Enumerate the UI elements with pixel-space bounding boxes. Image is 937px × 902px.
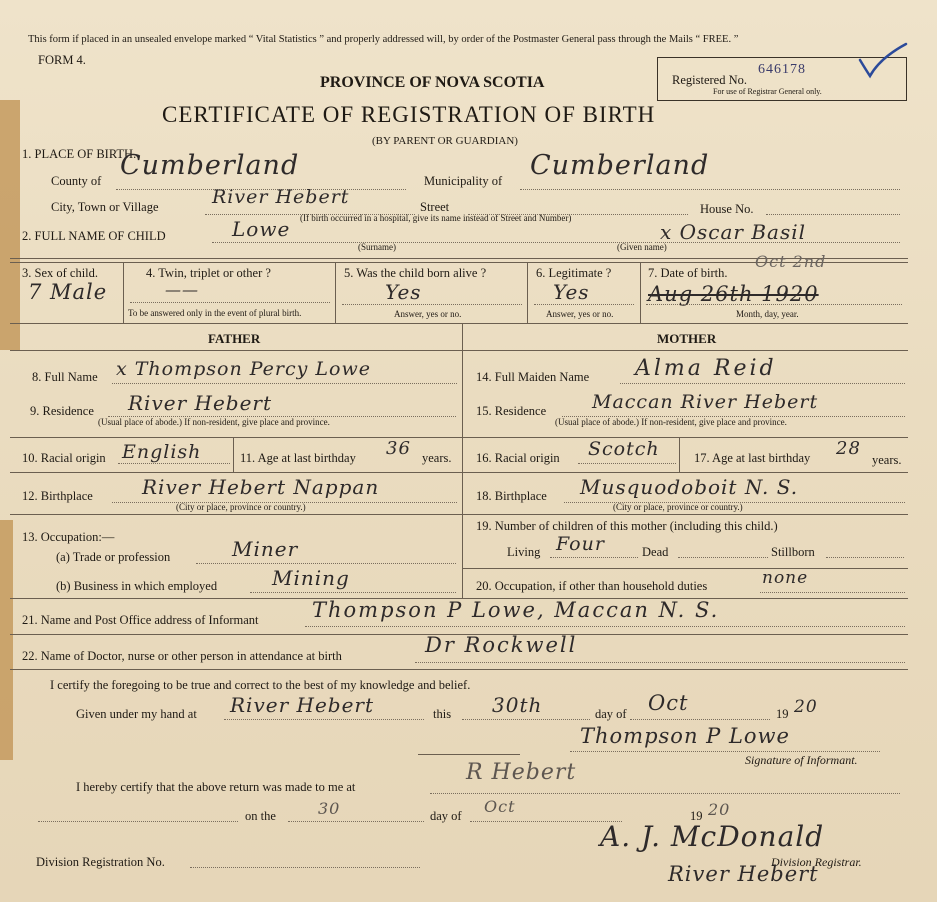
division-no-label: Division Registration No.	[36, 855, 165, 869]
given-under-label: Given under my hand at	[76, 707, 197, 721]
cert-year-prefix: 19	[776, 707, 789, 721]
mother-birthplace-label: 18. Birthplace	[476, 489, 547, 503]
date-value: Aug 26th 1920	[648, 282, 819, 306]
mother-age: 28	[836, 438, 861, 459]
father-residence-label: 9. Residence	[30, 404, 94, 418]
father-years: years.	[422, 451, 452, 465]
city-label: City, Town or Village	[51, 200, 159, 214]
given-place: River Hebert	[230, 693, 375, 717]
living-value: Four	[556, 533, 605, 555]
father-age-label: 11. Age at last birthday	[240, 451, 356, 465]
business-value: Mining	[272, 566, 350, 590]
county-label: County of	[51, 174, 102, 188]
cert-year: 20	[794, 697, 818, 717]
mother-racial-label: 16. Racial origin	[476, 451, 560, 465]
father-birth-note: (City or place, province or country.)	[176, 502, 306, 512]
surname-label: (Surname)	[358, 242, 396, 252]
municipality-label: Municipality of	[424, 174, 503, 188]
division-registrar-label: Division Registrar.	[771, 855, 862, 869]
certificate-title: CERTIFICATE OF REGISTRATION OF BIRTH	[162, 102, 656, 127]
given-name-label: (Given name)	[617, 242, 667, 252]
twin-value: ——	[165, 280, 199, 299]
father-birthplace-label: 12. Birthplace	[22, 489, 93, 503]
county-value: Cumberland	[120, 150, 300, 181]
registrar-day: 30	[318, 799, 341, 818]
registrar-place: R Hebert	[466, 760, 577, 785]
mother-heading: MOTHER	[657, 331, 717, 346]
mother-residence-label: 15. Residence	[476, 404, 547, 418]
father-age: 36	[386, 438, 411, 459]
date-label: 7. Date of birth.	[648, 266, 728, 280]
alive-label: 5. Was the child born alive ?	[344, 266, 487, 280]
alive-note: Answer, yes or no.	[394, 309, 462, 319]
alive-value: Yes	[385, 280, 422, 304]
father-birthplace: River Hebert Nappan	[142, 475, 380, 499]
informant-label: 21. Name and Post Office address of Informant	[22, 613, 259, 627]
trade-value: Miner	[232, 537, 299, 561]
doctor-label: 22. Name of Doctor, nurse or other person in attendance at birth	[22, 649, 342, 663]
province-heading: PROVINCE OF NOVA SCOTIA	[320, 74, 545, 91]
registrar-signature: A. J. McDonald	[600, 820, 825, 853]
occupation-label: 13. Occupation:—	[22, 530, 115, 544]
certify-statement: I certify the foregoing to be true and correct to the best of my knowledge and belief.	[50, 678, 471, 692]
mother-occupation-label: 20. Occupation, if other than household duties	[476, 579, 708, 593]
child-surname: Lowe	[232, 217, 291, 241]
doctor-value: Dr Rockwell	[425, 633, 578, 657]
mother-name-label: 14. Full Maiden Name	[476, 370, 590, 384]
child-name-label: 2. FULL NAME OF CHILD	[22, 229, 166, 243]
registered-number: 646178	[758, 62, 806, 77]
legitimate-value: Yes	[553, 280, 590, 304]
father-heading: FATHER	[208, 331, 261, 346]
legitimate-label: 6. Legitimate ?	[536, 266, 612, 280]
children-label: 19. Number of children of this mother (including this child.)	[476, 519, 778, 533]
mail-notice: This form if placed in an unsealed envelope marked “ Vital Statistics ” and properly addressed will, by order of the Postmaster General pass through the Mails “ FREE. ”	[28, 34, 739, 45]
registrar-year: 20	[708, 800, 731, 819]
father-abode-note: (Usual place of abode.) If non-resident, give place and province.	[98, 417, 330, 427]
living-label: Living	[507, 545, 541, 559]
legitimate-note: Answer, yes or no.	[546, 309, 614, 319]
mother-occupation: none	[762, 568, 809, 588]
business-label: (b) Business in which employed	[56, 579, 218, 593]
street-note: (If birth occurred in a hospital, give its name instead of Street and Number)	[300, 213, 572, 223]
cert-month: Oct	[648, 691, 689, 715]
father-name: x Thompson Percy Lowe	[116, 358, 371, 380]
registered-label: Registered No.	[672, 73, 747, 87]
twin-note: To be answered only in the event of plural birth.	[128, 308, 302, 318]
city-value: River Hebert	[212, 186, 350, 208]
registrar-year-prefix: 19	[690, 809, 703, 823]
informant-signature: Thompson P Lowe	[580, 724, 790, 748]
trade-label: (a) Trade or profession	[56, 550, 171, 564]
registrar-on-label: on the	[245, 809, 276, 823]
mother-residence: Maccan River Hebert	[592, 391, 819, 413]
mother-years: years.	[872, 453, 902, 467]
mother-age-label: 17. Age at last birthday	[694, 451, 811, 465]
sex-value: 7 Male	[28, 280, 108, 304]
date-correction: Oct 2nd	[755, 252, 827, 271]
house-label: House No.	[700, 202, 754, 216]
registrar-use-note: For use of Registrar General only.	[713, 87, 822, 96]
father-racial-label: 10. Racial origin	[22, 451, 106, 465]
mother-name: Alma Reid	[635, 356, 777, 381]
sex-label: 3. Sex of child.	[22, 266, 99, 280]
registrar-statement: I hereby certify that the above return was made to me at	[76, 780, 356, 794]
father-residence: River Hebert	[128, 391, 273, 415]
dead-label: Dead	[642, 545, 669, 559]
mother-birthplace: Musquodoboit N. S.	[580, 475, 799, 499]
twin-label: 4. Twin, triplet or other ?	[146, 266, 271, 280]
father-racial: English	[122, 441, 202, 463]
municipality-value: Cumberland	[530, 150, 710, 181]
stillborn-label: Stillborn	[771, 545, 815, 559]
registrar-month: Oct	[484, 797, 516, 816]
mother-abode-note: (Usual place of abode.) If non-resident, give place and province.	[555, 417, 787, 427]
father-name-label: 8. Full Name	[32, 370, 98, 384]
this-label: this	[433, 707, 452, 721]
check-icon	[858, 40, 910, 80]
cert-day-of-label: day of	[595, 707, 627, 721]
mother-racial: Scotch	[588, 438, 660, 460]
child-given-name: x Oscar Basil	[660, 220, 807, 244]
street-label: Street	[420, 200, 450, 214]
form-number: FORM 4.	[38, 53, 86, 67]
date-note: Month, day, year.	[736, 309, 799, 319]
registrar-place-2: River Hebert	[668, 862, 819, 886]
cert-day: 30th	[492, 693, 543, 717]
tape-strip-bottom	[0, 520, 13, 760]
signature-label: Signature of Informant.	[745, 753, 858, 767]
mother-birth-note: (City or place, province or country.)	[613, 502, 743, 512]
place-label: 1. PLACE OF BIRTH.	[22, 147, 137, 161]
certificate-subtitle: (BY PARENT OR GUARDIAN)	[372, 135, 518, 147]
tape-strip-top	[0, 100, 20, 350]
registrar-day-of-label: day of	[430, 809, 462, 823]
informant-value: Thompson P Lowe, Maccan N. S.	[312, 598, 720, 622]
